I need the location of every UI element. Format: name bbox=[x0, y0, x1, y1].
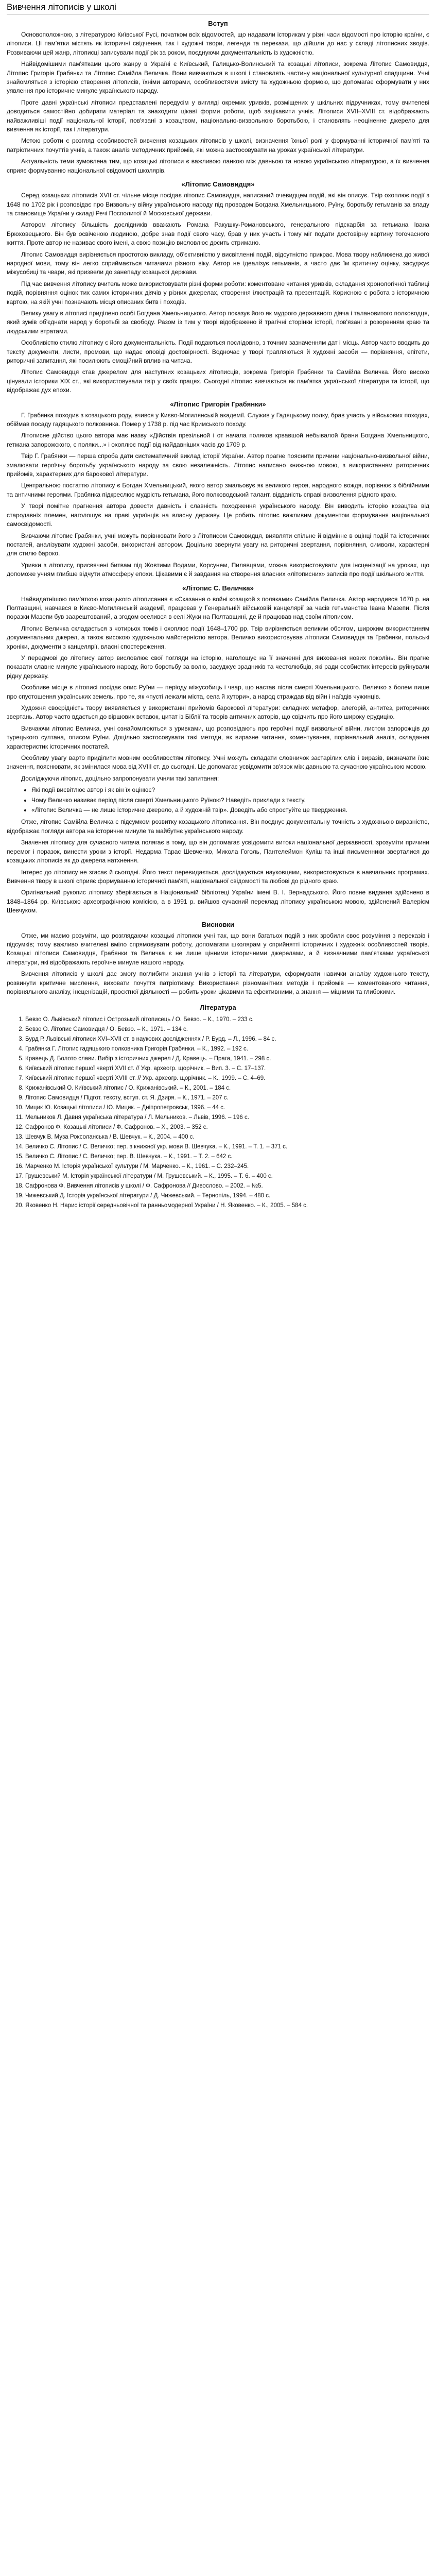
velychko-paragraph: Найвидатнішою пам'яткою козацького літописання є «Сказання о войні козацкой з поляками» Самійла Величка. Автор народився 1670 р. на Полтавщині, навчався в Києво-Могилянській академії, працював у Генеральній військовій канцелярії за часів гетьманства Івана Мазепи. Після поразки Мазепи був заарештований, а згодом оселився в селі Жуки на Полтавщині, де й працював над своїм літописом. bbox=[7, 595, 429, 621]
samovydets-paragraph: Особливістю стилю літопису є його документальність. Події подаються послідовно, з точним зазначенням дат і місць. Автор часто вводить до тексту документи, листи, промови, що надає оповіді достовірності. Водночас у творі трапляються й художні засоби — порівняння, епітети, риторичні запитання, які посилюють емоційний вплив на читача. bbox=[7, 339, 429, 364]
velychko-question-list bbox=[7, 786, 429, 815]
samovydets-paragraph: Літопис Самовидця став джерелом для наступних козацьких літописців, зокрема Григорія Грабянки та Самійла Величка. Його високо цінували історики ХІХ ст., які використовували твір у своїх працях. Сьогодні літопис вивчається як пам'ятка української літератури та історії, що відображає дух епохи. bbox=[7, 368, 429, 394]
list-item: • Чому Величко називає період після смерті Хмельницького Руїною? Наведіть приклади з тексту. bbox=[31, 796, 429, 805]
list-item: 17. Грушевський М. Історія української літератури / М. Грушевський. – К., 1995. – Т. 6. – 400 с. bbox=[25, 1172, 429, 1181]
literature-heading: Література bbox=[200, 1004, 236, 1012]
velychko-paragraph: Оригінальний рукопис літопису зберігається в Національній бібліотеці України імені В. І. Вернадського. Його повне видання здійснено в 1848–1864 рр. Київською археографічною комісією, а в 1991 р. вийшов сучасний переклад літопису українською мовою, здійснений Валерієм Шевчуком. bbox=[7, 889, 429, 914]
list-item: 16. Марченко М. Історія української культури / М. Марченко. – К., 1961. – С. 232–245. bbox=[25, 1162, 429, 1171]
grabianka-paragraph: Центральною постаттю літопису є Богдан Хмельницький, якого автор змальовує як великого героя, народного вождя, порівнює з біблійними та античними героями. Грабянка підкреслює мудрість гетьмана, його полководський талант, відданість справі визволення рідного краю. bbox=[7, 482, 429, 498]
velychko-paragraph: У передмові до літопису автор висловлює свої погляди на історію, наголошує на її значенні для виховання нових поколінь. Він прагне показати славне минуле українського народу, його боротьбу за волю, засуджує зрадників та честолюбців, які ради особистих інтересів руйнували рідну державу. bbox=[7, 654, 429, 680]
intro-paragraph: Найвідомішими пам'ятками цього жанру в Україні є Київський, Галицько-Волинський та козацькі літописи, зокрема Літопис Самовидця, Літопис Григорія Грабянки та Літопис Самійла Величка. Вони вивчаються в школі і становлять частину національної культурної спадщини. Учні знайомляться з історією створення літописів, їхніми авторами, особливостями змісту та художньою формою, що допомагає сформувати у них уявлення про історичне минуле українського народу. bbox=[7, 60, 429, 95]
conclusion-heading: Висновки bbox=[202, 920, 234, 928]
list-item: 19. Чижевський Д. Історія української літератури / Д. Чижевський. – Тернопіль, 1994. – 480 с. bbox=[25, 1192, 429, 1200]
grabianka-paragraph: Уривки з літопису, присвячені битвам під Жовтими Водами, Корсунем, Пилявцями, можна використовувати для інсценізації на уроках, що допоможе учням глибше відчути атмосферу епохи. Цікавими є й завдання на створення власних «літописних» записів про події шкільного життя. bbox=[7, 561, 429, 578]
list-item: 4. Грабянка Г. Літопис гадяцького полковника Григорія Грабянки. – К., 1992. – 192 с. bbox=[25, 1045, 429, 1054]
grabianka-paragraph: Твір Г. Грабянки — перша спроба дати систематичний виклад історії України. Автор прагне пояснити причини національно-визвольної війни, змалювати героїчну боротьбу українського народу за свою незалежність. Літопис написано книжною мовою, з використанням риторичних прийомів, характерних для барокової літератури. bbox=[7, 452, 429, 478]
list-item: 10. Мицик Ю. Козацькі літописи / Ю. Мицик. – Дніпропетровськ, 1996. – 44 с. bbox=[25, 1104, 429, 1112]
intro-paragraph: Проте давні українські літописи представлені передусім у вигляді окремих уривків, розміщених у шкільних підручниках, тому вчителеві доводиться самостійно добирати матеріал та знаходити цікаві форми роботи, щоб зацікавити учнів. Літописи XVII–XVIII ст. відображають найважливіші події національної історії, пов'язані з козацтвом, національно-визвольною боротьбою, і становлять неоціненне джерело для вивчення як історії, так і літератури. bbox=[7, 98, 429, 133]
grabianka-paragraph: Г. Грабянка походив з козацького роду, вчився у Києво-Могилянській академії. Служив у Гадяцькому полку, брав участь у військових походах, обіймав посаду гадяцького полковника. Помер у 1738 р. під час Кримського походу. bbox=[7, 411, 429, 428]
intro-heading: Вступ bbox=[208, 20, 228, 27]
list-item: 14. Величко С. Літопис / С. Величко; пер. з книжної укр. мови В. Шевчука. – К., 1991. – Т. 1. – 371 с. bbox=[25, 1143, 429, 1151]
list-item: 9. Літопис Самовидця / Підгот. тексту, вступ. ст. Я. Дзиря. – К., 1971. – 207 с. bbox=[25, 1094, 429, 1103]
velychko-heading: «Літопис С. Величка» bbox=[182, 584, 254, 592]
list-item: • Які події висвітлює автор і як він їх оцінює? bbox=[31, 786, 429, 794]
list-item: 20. Яковенко Н. Нарис історії середньовічної та ранньомодерної України / Н. Яковенко. – К., 2005. – 584 с. bbox=[25, 1201, 429, 1210]
list-item: 1. Бевзо О. Львівський літопис і Острозький літописець / О. Бевзо. – К., 1970. – 233 с. bbox=[25, 1015, 429, 1024]
list-item: 5. Кравець Д. Болото слави. Вибір з історичних джерел / Д. Кравець. – Прага, 1941. – 298 с. bbox=[25, 1055, 429, 1063]
samovydets-paragraph: Під час вивчення літопису вчитель може використовувати різні форми роботи: коментоване читання уривків, складання хронологічної таблиці подій, порівняння оцінок тих самих історичних діячів у різних джерелах, створення ілюстрацій та презентацій. Корисною є робота з історичною картою, на якій учні позначають місця описаних битв і походів. bbox=[7, 280, 429, 306]
list-item: 15. Величко С. Літопис / С. Величко; пер. В. Шевчука. – К., 1991. – Т. 2. – 642 с. bbox=[25, 1153, 429, 1161]
list-item: 2. Бевзо О. Літопис Самовидця / О. Бевзо. – К., 1971. – 134 с. bbox=[25, 1025, 429, 1034]
grabianka-paragraph: Вивчаючи літопис Грабянки, учні можуть порівнювати його з Літописом Самовидця, виявляти спільне й відмінне в оцінці подій та історичних постатей, аналізувати художні засоби, використані автором. Доцільно звернути увагу на риторичні звертання, порівняння, символи, характерні для стилю бароко. bbox=[7, 532, 429, 557]
intro-paragraph: Актуальність теми зумовлена тим, що козацькі літописи є важливою ланкою між давньою та новою українською літературою, а їх вивчення сприяє формуванню національної свідомості школярів. bbox=[7, 158, 429, 174]
list-item: 7. Київський літопис першої чверті XVIII ст. // Укр. археогр. щорічник. – К., 1999. – С. 4–69. bbox=[25, 1074, 429, 1083]
literature-list bbox=[7, 1015, 429, 1210]
page-title: Вивчення літописів у школі bbox=[7, 2, 429, 14]
grabianka-heading: «Літопис Григорія Грабянки» bbox=[170, 400, 266, 408]
velychko-quote-intro: Досліджуючи літопис, доцільно запропонувати учням такі запитання: bbox=[21, 774, 219, 782]
list-item: 13. Шевчук В. Муза Роксоланська / В. Шевчук. – К., 2004. – 400 с. bbox=[25, 1133, 429, 1142]
list-item: 18. Сафронова Ф. Вивчення літописів у школі / Ф. Сафронова // Дивослово. – 2002. – №5. bbox=[25, 1182, 429, 1191]
velychko-paragraph: Особливу увагу варто приділити мовним особливостям літопису. Учні можуть складати словничок застарілих слів і виразів, визначати їхнє значення, пояснювати, як змінилася мова від XVIII ст. до сьогодні. Це допомагає усвідомити зв'язок між давньою та сучасною українською мовою. bbox=[7, 754, 429, 771]
samovydets-paragraph: Літопис Самовидця вирізняється простотою викладу, об'єктивністю у висвітленні подій, відсутністю прикрас. Мова твору наближена до живої народної мови, тому він легко сприймається читачами різного віку. Автор не ідеалізує гетьманів, а часто дає їм критичну оцінку, засуджує міжусобиці та чвари, які призвели до занепаду козацької держави. bbox=[7, 250, 429, 276]
list-item: • «Літопис Величка — не лише історичне джерело, а й художній твір». Доведіть або спростуйте це твердження. bbox=[31, 806, 429, 815]
list-item: 6. Київський літопис першої чверті XVII ст. // Укр. археогр. щорічник. – Вип. 3. – С. 17–137. bbox=[25, 1064, 429, 1073]
document-page bbox=[7, 0, 429, 1210]
list-item: 11. Мельников Л. Давня українська література / Л. Мельников. – Львів, 1996. – 196 с. bbox=[25, 1113, 429, 1122]
grabianka-paragraph: У творі помітне прагнення автора довести давність і славність походження українського народу. Він виводить історію козацтва від стародавніх племен, наголошує на праві українців на власну державу. Це робить літопис важливим документом формування національної самосвідомості. bbox=[7, 502, 429, 528]
velychko-paragraph: Літопис Величка складається з чотирьох томів і охоплює події 1648–1700 рр. Твір вирізняється великим обсягом, широким використанням документальних джерел, а також високою художньою майстерністю автора. Величко використовував літописи Самовидця та Грабянки, польські хроніки, документи з канцелярії, власні спостереження. bbox=[7, 624, 429, 650]
samovydets-paragraph: Автором літопису більшість дослідників вважають Романа Ракушку-Романовського, генерального підскарбія за гетьмана Івана Брюховецького. Він був освіченою людиною, добре знав події свого часу, брав у них участь і тому міг подати достовірну картину тогочасного життя. Проте автор не називає свого імені, а свою позицію висловлює досить стримано. bbox=[7, 221, 429, 247]
intro-paragraph: Основоположною, з літературою Київської Русі, початком всіх відомостей, що надавали історикам у різні часи відомості про історію країни, є літописи. Ці пам'ятки містять як історичні свідчення, так і художні твори, легенди та перекази, що дійшли до нас у складі літописних зводів. Розвиваючи цей жанр, літописці записували події рік за роком, поєднуючи документальність із художністю. bbox=[7, 31, 429, 56]
velychko-paragraph: Значення літопису для сучасного читача полягає в тому, що він допомагає усвідомити витоки національної державності, зрозуміти причини перемог і поразок, винести уроки з історії. Недарма Тарас Шевченко, Микола Гоголь, Пантелеймон Куліш та інші письменники зверталися до козацьких літописів як до джерела натхнення. bbox=[7, 839, 429, 865]
list-item: 8. Крижанівський О. Київський літопис / О. Крижанівський. – К., 2001. – 184 с. bbox=[25, 1084, 429, 1093]
grabianka-paragraph: Літописне дійство цього автора має назву «Дійствія презільной і от начала поляков крвавшой небывалой брани Богдана Хмельницкого, гетмана запорожского, с поляки...» і охоплює події від найдавніших часів до 1709 р. bbox=[7, 432, 429, 448]
samovydets-heading: «Літопис Самовидця» bbox=[181, 180, 255, 189]
list-item: 12. Сафронов Ф. Козацькі літописи / Ф. Сафронов. – Х., 2003. – 352 с. bbox=[25, 1123, 429, 1132]
samovydets-paragraph: Велику увагу в літописі приділено особі Богдана Хмельницького. Автор показує його як мудрого державного діяча і талановитого полководця, який зумів об'єднати народ у боротьбі за свободу. Разом із тим у творі відображено й трагічні сторінки історії, пов'язані з розоренням краю та людськими втратами. bbox=[7, 309, 429, 335]
velychko-paragraph: Особливе місце в літописі посідає опис Руїни — періоду міжусобиць і чвар, що настав після смерті Хмельницького. Величко з болем пише про спустошення українських земель, про те, як «пусті лежали міста, села й хутори», а народ страждав від війн і наїздів чужинців. bbox=[7, 684, 429, 700]
velychko-paragraph: Отже, літопис Самійла Величка є підсумком розвитку козацького літописання. Він поєднує документальну точність з художньою виразністю, відображає погляди автора на історичне минуле та майбутнє українського народу. bbox=[7, 818, 429, 835]
velychko-paragraph: Інтерес до літопису не згасає й сьогодні. Його текст перевидається, досліджується науковцями, використовується в навчальних програмах. Вивчення твору в школі сприяє формуванню історичної пам'яті, національної свідомості та любові до рідного краю. bbox=[7, 868, 429, 885]
conclusion-paragraph: Вивчення літописів у школі дає змогу поглибити знання учнів з історії та літератури, сформувати навички аналізу художнього тексту, розвинути критичне мислення, виховати почуття патріотизму. Використання різноманітних методів і прийомів — коментованого читання, порівняльного аналізу, інсценізацій, проєктної діяльності — робить уроки цікавими та ефективними, а знання — міцними та глибокими. bbox=[7, 970, 429, 995]
conclusion-paragraph: Отже, ми маємо розуміти, що розглядаючи козацькі літописи учні так, що вони багатьох подій з них зробили своє розуміння з переказів і підсумків; тому важливо вчителеві вміло спрямовувати роботу, допомагати школярам у сприйнятті історичних і художніх особливостей творів. Козацькі літописи Самовидця, Грабянки та Величка є не лише цінними історичними джерелами, а й визначними пам'ятками української літератури, які відображають героїчне минуле нашого народу. bbox=[7, 931, 429, 966]
velychko-paragraph: Художня своєрідність твору виявляється у використанні прийомів барокової літератури: складних метафор, алегорій, антитез, риторичних звертань. Автор часто вдається до віршових вставок, цитат із Біблії та творів античних авторів, що свідчить про його широку ерудицію. bbox=[7, 704, 429, 721]
intro-paragraph: Метою роботи є розгляд особливостей вивчення козацьких літописів у школі, визначення їхньої ролі у формуванні історичної пам'яті та патріотичних почуттів учнів, а також аналіз методичних прийомів, які можна застосовувати на уроках української літератури. bbox=[7, 137, 429, 154]
samovydets-paragraph: Серед козацьких літописів XVII ст. чільне місце посідає літопис Самовидця, написаний очевидцем подій, які він описує. Твір охоплює події з 1648 по 1702 рік і розповідає про Визвольну війну українського народу під проводом Богдана Хмельницького, Руїну, боротьбу гетьманів за владу та становище України у складі Речі Посполитої й Московської держави. bbox=[7, 192, 429, 217]
list-item: 3. Бурд Р. Львівські літописи XVI–XVII ст. в наукових дослідженнях / Р. Бурд. – Л., 1996. – 84 с. bbox=[25, 1035, 429, 1044]
velychko-paragraph: Вивчаючи літопис Величка, учні ознайомлюються з уривками, що розповідають про героїчні події визвольної війни, листом запорожців до турецького султана, описом Руїни. Доцільно застосовувати такі методи, як виразне читання, коментування, порівняльний аналіз, складання характеристик історичних постатей. bbox=[7, 724, 429, 750]
